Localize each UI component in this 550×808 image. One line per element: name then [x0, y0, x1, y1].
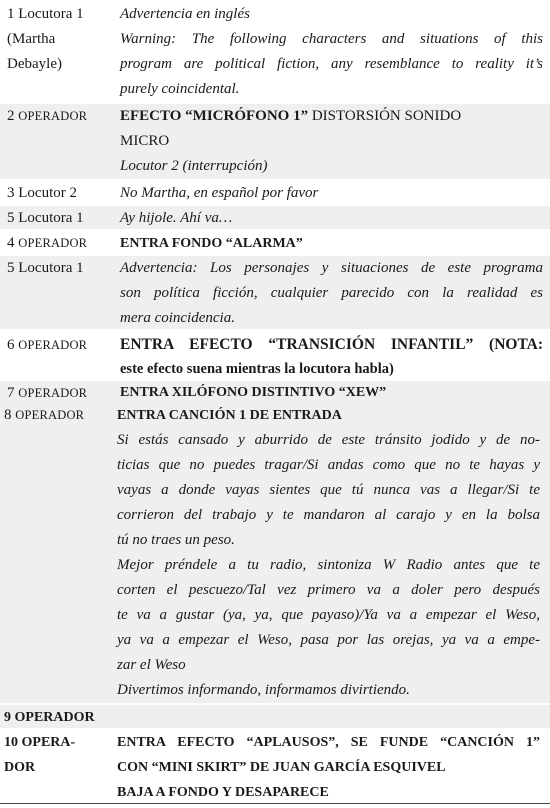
speaker-note: Debayle) [7, 56, 62, 72]
text-line: Advertencia en inglés [120, 6, 250, 22]
speaker-name: Locutor 2 [18, 185, 77, 201]
cue-text [120, 181, 543, 206]
text-line: ENTRA EFECTO “TRANSICIÓN INFANTIL” (NOTA: [120, 336, 543, 353]
lyric-line: Divertimos informando, informamos divirtiendo. [117, 682, 410, 698]
table-bottom-rule [0, 803, 550, 804]
text-line: No Martha, en español por favor [120, 185, 319, 201]
script-row-1 [0, 2, 550, 104]
text-line: Ay hijole. Ahí va… [120, 210, 233, 226]
text-line: BAJA A FONDO Y DESAPARECE [117, 785, 329, 800]
lyric-line: corrieron del trabajo y te mandaron al carajo y en la bolsa [117, 507, 540, 523]
speaker-name: OPERADOR [18, 338, 88, 352]
speaker-cell [7, 231, 115, 256]
speaker-cell [4, 730, 112, 780]
text-line: ENTRA XILÓFONO DISTINTIVO “XEW” [120, 385, 387, 400]
text-line: MICRO [120, 133, 170, 149]
script-row-11 [0, 730, 550, 803]
cue-text [117, 730, 540, 805]
text-line: ENTRA FONDO “ALARMA” [120, 236, 303, 251]
cue-text [120, 2, 543, 102]
script-row-4 [0, 206, 550, 231]
script-row-6 [0, 256, 550, 331]
speaker-name: OPERA- [21, 735, 76, 750]
speaker-name: OPERADOR [14, 710, 95, 725]
lyric-line: ya va a empezar el Weso, pasa por las orejas, ya va a empe- [117, 632, 540, 648]
effect-name: EFECTO “MICRÓFONO 1” [120, 108, 309, 124]
cue-text [120, 104, 543, 179]
speaker-name-continued: DOR [4, 760, 36, 775]
script-row-5 [0, 231, 550, 256]
text-line: CON “MINI SKIRT” DE JUAN GARCÍA ESQUIVEL [117, 760, 446, 775]
text-line: son política ficción, cualquier parecido con la realidad es [120, 285, 543, 301]
cue-number: 9 [4, 710, 11, 725]
speaker-cell [7, 104, 115, 129]
cue-text [120, 332, 543, 382]
cue-text [120, 206, 543, 231]
speaker-name: OPERADOR [18, 236, 88, 250]
lyric-line: te va a gustar (ya, ya, que payaso)/Ya va a empezar el Weso, [117, 607, 540, 623]
cue-text [120, 231, 543, 256]
text-line: Warning: The following characters and situations of this [120, 31, 543, 47]
lyric-line: vayas a donde vayas sientes que tú nunca vas a llegar/Si te [117, 482, 540, 498]
text-line: Advertencia: Los personajes y situaciones de este programa [120, 260, 543, 276]
cue-text [120, 256, 543, 331]
effect-detail: DISTORSIÓN SONIDO [308, 108, 462, 124]
cue-number: 7 [7, 385, 15, 401]
lyric-line: corten el pescuezo/Tal vez primero va a doler pero después [117, 582, 540, 598]
cue-number: 6 [7, 337, 15, 353]
text-line: Locutor 2 (interrupción) [120, 158, 268, 174]
speaker-cell [7, 181, 115, 206]
speaker-name: Locutora 1 [18, 210, 84, 226]
cue-number: 8 [4, 407, 12, 423]
text-line: program are political fiction, any resemblance to reality it’s [120, 56, 543, 72]
cue-text [120, 382, 543, 404]
script-row-2 [0, 104, 550, 181]
lyric-line: Si estás cansado y aburrido de este tránsito jodido y de no- [117, 432, 540, 448]
speaker-name: OPERADOR [15, 408, 85, 422]
speaker-name: OPERADOR [18, 109, 88, 123]
script-row-9 [0, 403, 550, 705]
speaker-cell [4, 403, 112, 428]
speaker-name: Locutora 1 [18, 260, 84, 276]
script-row-3 [0, 181, 550, 206]
speaker-cell [7, 256, 115, 281]
cue-number: 1 [7, 6, 15, 22]
speaker-cell [7, 333, 115, 358]
text-line: ENTRA EFECTO “APLAUSOS”, SE FUNDE “CANCIÓN 1” [117, 735, 540, 750]
text-line: mera coincidencia. [120, 310, 235, 326]
lyric-line: ticias que no puedes tragar/Si andas como que no te hayas y [117, 457, 540, 473]
speaker-name: Locutora 1 [18, 6, 84, 22]
lyric-line: tú no traes un peso. [117, 532, 235, 548]
cue-number: 4 [7, 235, 15, 251]
speaker-cell [7, 206, 115, 231]
cue-text [117, 403, 540, 703]
script-row-7 [0, 331, 550, 381]
text-line: este efecto suena mientras la locutora habla) [120, 361, 394, 377]
speaker-name: OPERADOR [18, 386, 88, 400]
speaker-note: (Martha [7, 31, 56, 47]
speaker-cell [7, 2, 115, 77]
cue-number: 10 [4, 735, 18, 750]
speaker-cell [7, 382, 115, 404]
lyric-line: zar el Weso [117, 657, 186, 673]
cue-number: 3 [7, 185, 15, 201]
song-title: ENTRA CANCIÓN 1 DE ENTRADA [117, 408, 342, 423]
cue-number: 5 [7, 260, 15, 276]
cue-number: 2 [7, 108, 15, 124]
text-line: purely coincidental. [120, 81, 240, 97]
script-row-10 [0, 705, 550, 730]
lyric-line: Mejor préndele a tu radio, sintoniza W Radio antes que te [117, 557, 540, 573]
script-row-8 [0, 381, 550, 403]
cue-number: 5 [7, 210, 15, 226]
speaker-cell [4, 705, 112, 730]
